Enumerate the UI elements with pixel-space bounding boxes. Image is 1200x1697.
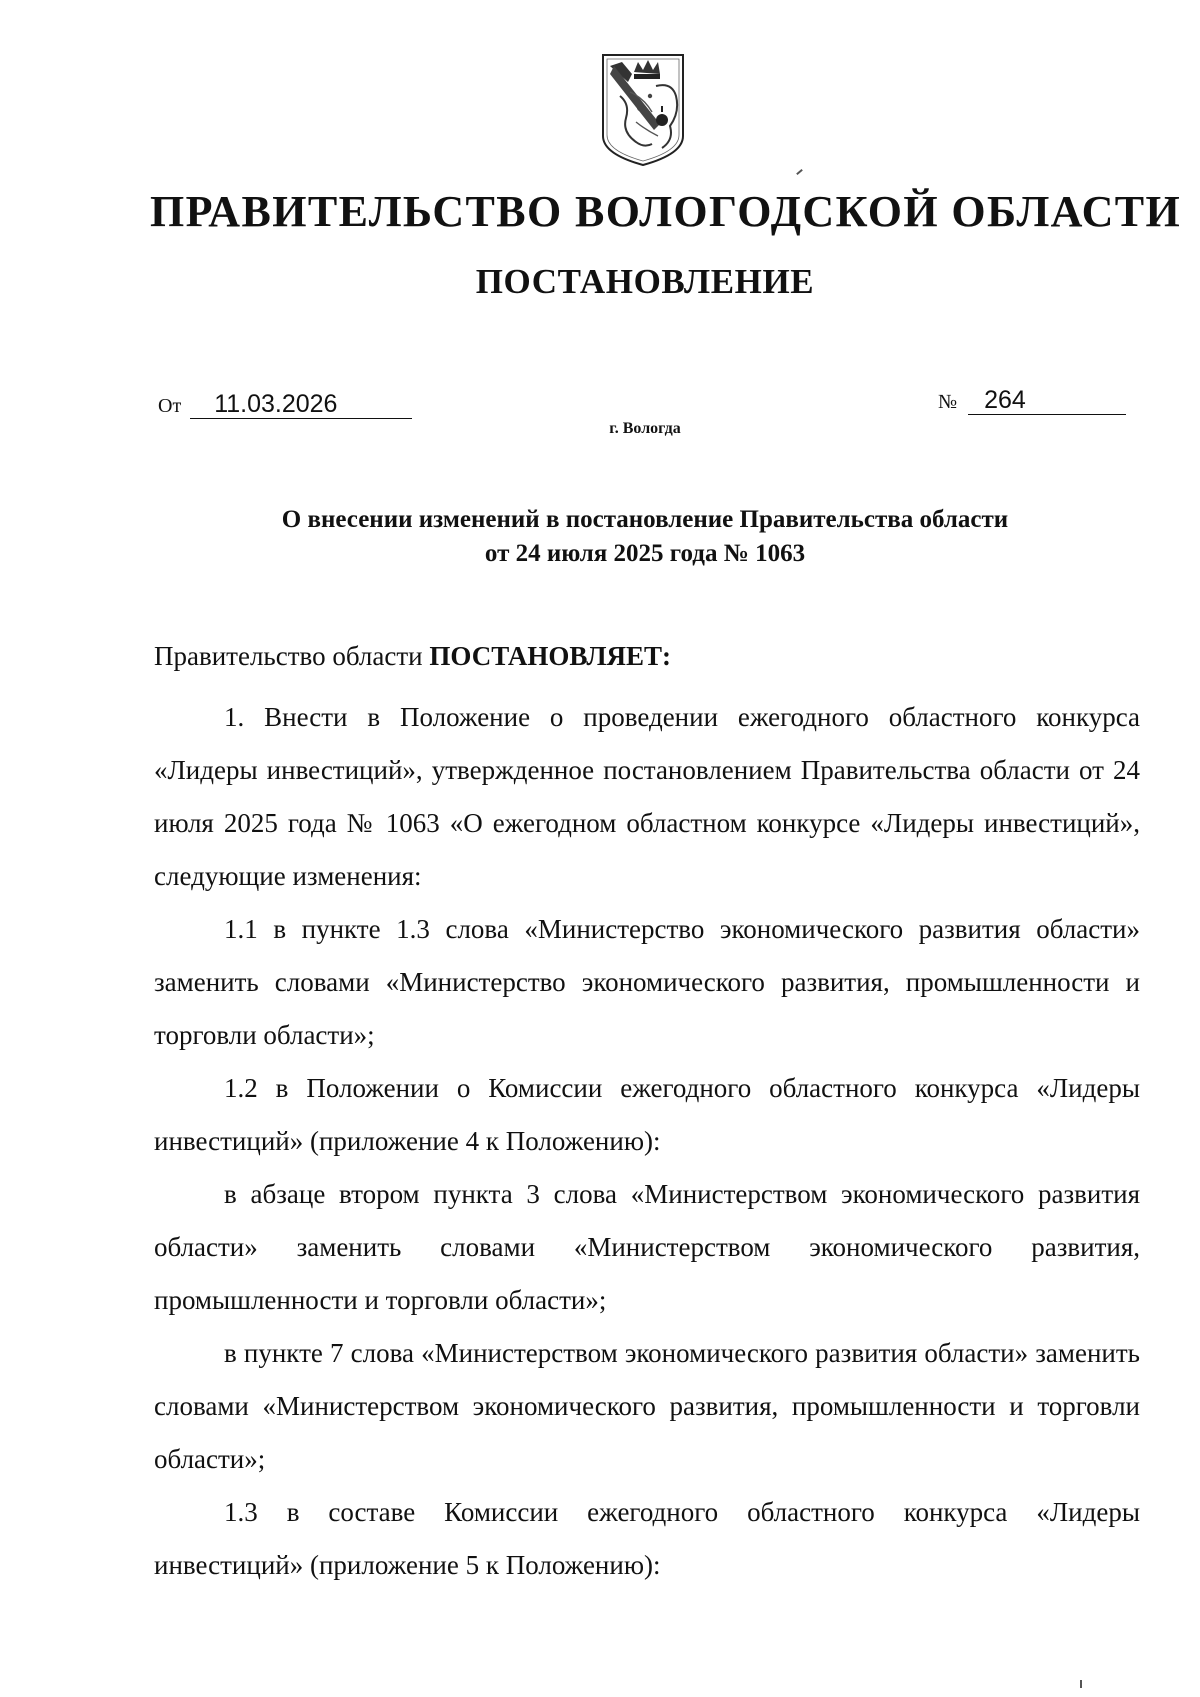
date-line xyxy=(158,390,412,419)
body-paragraph-2: 1.1 в пункте 1.3 слова «Министерство экономического развития области» заменить словами «Министерство экономического развития, промышленности и торговли области»; xyxy=(154,914,1140,1050)
government-title: ПРАВИТЕЛЬСТВО ВОЛОГОДСКОЙ ОБЛАСТИ xyxy=(150,187,1182,236)
document-body xyxy=(154,630,1140,1592)
document-type: ПОСТАНОВЛЕНИЕ xyxy=(475,262,815,301)
scan-artifact xyxy=(1080,1680,1082,1688)
decree-intro: Правительство области xyxy=(154,641,430,671)
decree-word: ПОСТАНОВЛЯЕТ: xyxy=(429,641,671,671)
body-paragraph-5: в пункте 7 слова «Министерством экономического развития области» заменить словами «Министерством экономического развития, промышленности и торговли области»; xyxy=(154,1338,1140,1474)
document-number: 264 xyxy=(968,386,1126,415)
vologda-coat-of-arms-icon xyxy=(600,52,686,168)
city: г. Вологда xyxy=(609,420,681,437)
decree-paragraph xyxy=(154,630,1140,683)
subject-line-2: от 24 июля 2025 года № 1063 xyxy=(484,540,806,567)
body-paragraph-3: 1.2 в Положении о Комиссии ежегодного областного конкурса «Лидеры инвестиций» (приложение 4 к Положению): xyxy=(154,1073,1140,1156)
number-line xyxy=(938,386,1126,415)
body-paragraph-6: 1.3 в составе Комиссии ежегодного областного конкурса «Лидеры инвестиций» (приложение 5 к Положению): xyxy=(154,1497,1140,1580)
date-prefix: От xyxy=(158,395,182,417)
number-prefix: № xyxy=(938,391,958,413)
subject-line-1: О внесении изменений в постановление Правительства области xyxy=(281,506,1009,533)
document-date: 11.03.2026 xyxy=(190,390,412,419)
body-paragraph-1: 1. Внести в Положение о проведении ежегодного областного конкурса «Лидеры инвестиций», утвержденное постановлением Правительства области от 24 июля 2025 года № 1063 «О ежегодном областном конкурсе «Лидеры инвестиций», следующие изменения: xyxy=(154,702,1140,891)
scan-artifact xyxy=(796,169,803,175)
body-paragraph-4: в абзаце втором пункта 3 слова «Министерством экономического развития области» заменить словами «Министерством экономического развития, промышленности и торговли области»; xyxy=(154,1179,1140,1315)
document-subject xyxy=(150,503,1140,571)
